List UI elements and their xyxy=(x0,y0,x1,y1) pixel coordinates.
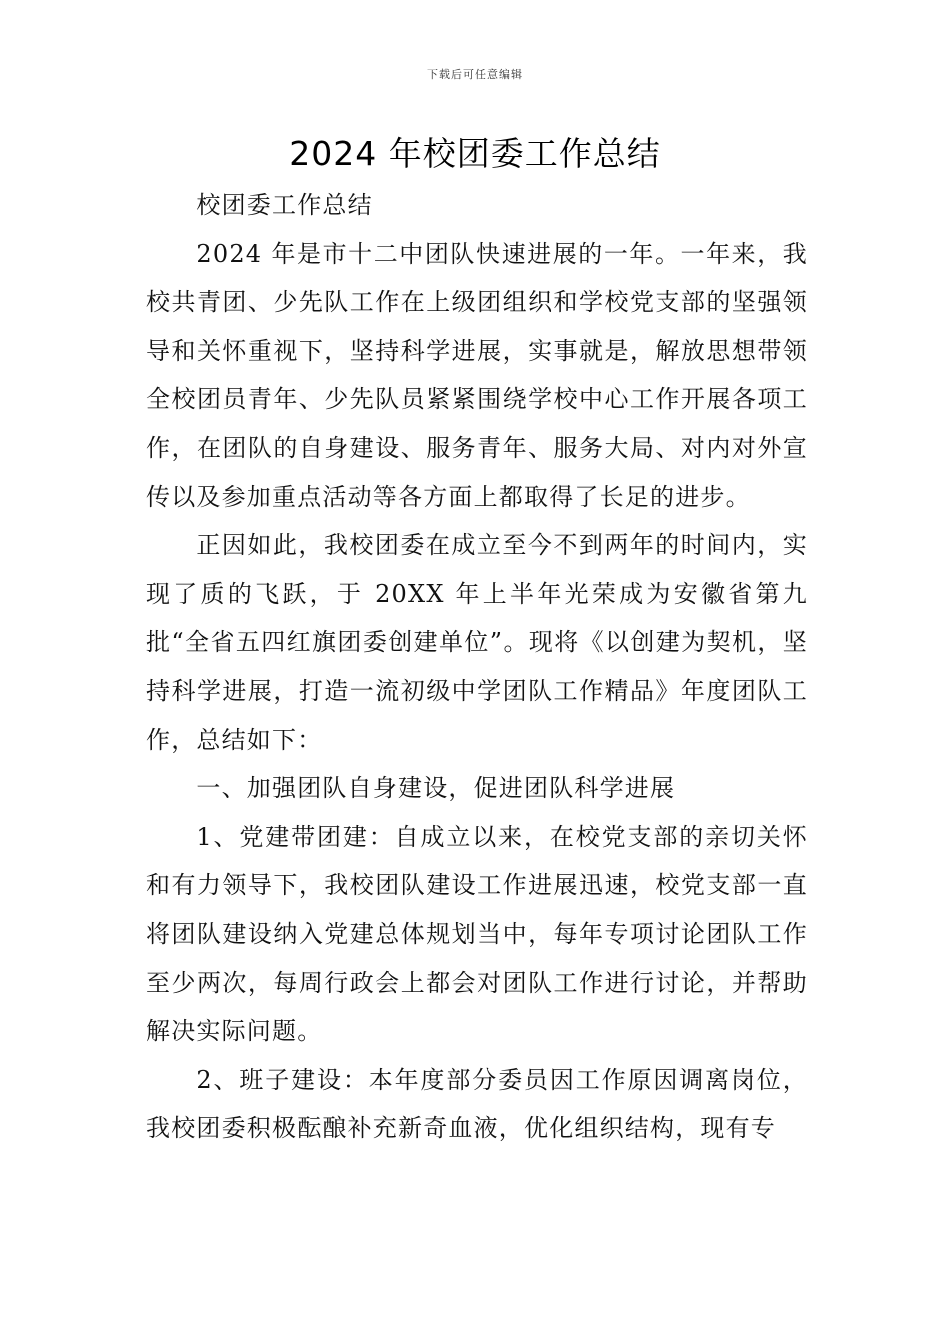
paragraph: 正因如此，我校团委在成立至今不到两年的时间内，实现了质的飞跃，于 20XX 年上半年光荣成为安徽省第九批“全省五四红旗团委创建单位”。现将《以创建为契机，坚持科学进展，打造一流初级中学团队工作精品》年度团队工作，总结如下： xyxy=(146,531,808,754)
paragraph-subtitle: 校团委工作总结 xyxy=(196,191,373,219)
paragraph: 2、班子建设：本年度部分委员因工作原因调离岗位，我校团委积极酝酿补充新奇血液，优化组织结构，现有专 xyxy=(146,1065,808,1143)
section-heading: 一、加强团队自身建设，促进团队科学进展 xyxy=(196,774,676,803)
header-note: 下载后可任意编辑 xyxy=(427,68,523,81)
paragraph: 1、党建带团建：自成立以来，在校党支部的亲切关怀和有力领导下，我校团队建设工作进展迅速，校党支部一直将团队建设纳入党建总体规划当中，每年专项讨论团队工作至少两次，每周行政会上都会对团队工作进行讨论，并帮助解决实际问题。 xyxy=(146,822,808,1046)
document-body xyxy=(146,181,808,1153)
document-title: 2024 年校团委工作总结 xyxy=(289,134,661,173)
paragraph: 2024 年是市十二中团队快速进展的一年。一年来，我校共青团、少先队工作在上级团组织和学校党支部的坚强领导和关怀重视下，坚持科学进展，实事就是，解放思想带领全校团员青年、少先队员紧紧围绕学校中心工作开展各项工作，在团队的自身建设、服务青年、服务大局、对内对外宣传以及参加重点活动等各方面上都取得了长足的进步。 xyxy=(146,239,808,511)
